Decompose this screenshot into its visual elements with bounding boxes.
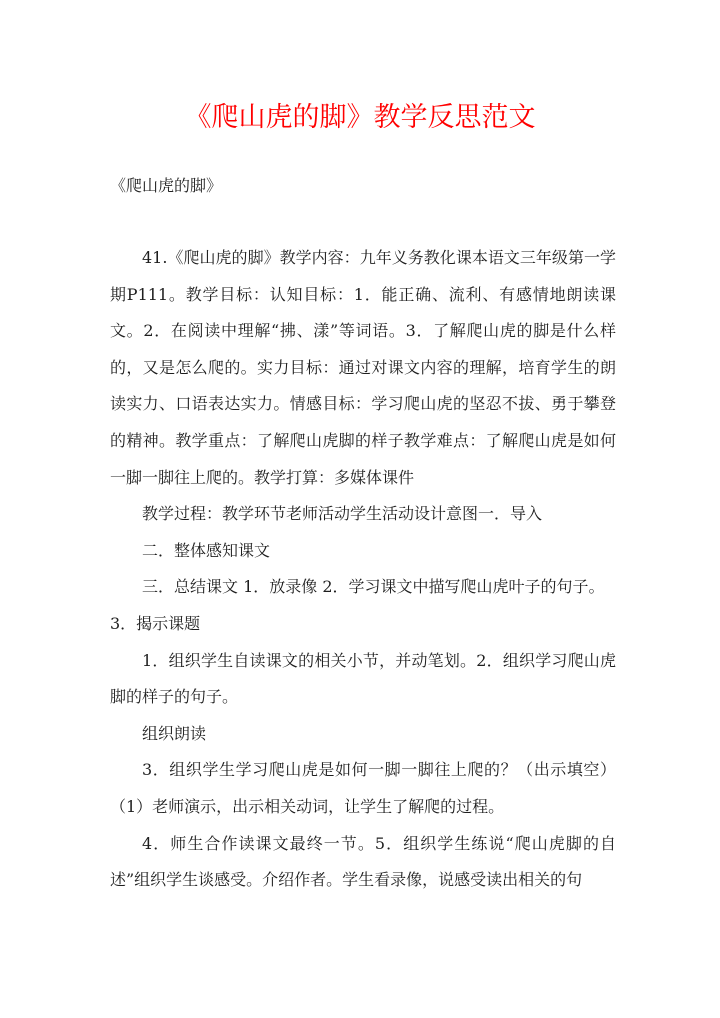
- paragraph-teaching-process: 教学过程：教学环节老师活动学生活动设计意图一．导入: [142, 504, 543, 524]
- paragraph-overall-perception: 二．整体感知课文: [142, 540, 271, 560]
- paragraph-summary: 三．总结课文 1．放录像 2．学习课文中描写爬山虎叶子的句子。: [142, 577, 605, 597]
- paragraph-cooperative-reading: 4．师生合作读课文最终一节。5．组织学生练说“爬山虎脚的自述”组织学生谈感受。介绍作者。学生看录像，说感受读出相关的句: [110, 833, 616, 890]
- paragraph-teaching-content: 41.《爬山虎的脚》教学内容：九年义务教化课本语文三年级第一学期P111。教学目标：认知目标：1．能正确、流利、有感情地朗读课文。2．在阅读中理解“拂、漾”等词语。3．了解爬山虎的脚是什么样的，又是怎么爬的。实力目标：通过对课文内容的理解，培育学生的朗读实力、口语表达实力。情感目标：学习爬山虎的坚忍不拔、勇于攀登的精神。教学重点：了解爬山虎脚的样子教学难点：了解爬山虎是如何一脚一脚往上爬的。教学打算：多媒体课件: [110, 248, 616, 487]
- document-subtitle: 《爬山虎的脚》: [110, 176, 223, 195]
- paragraph-self-reading: 1．组织学生自读课文的相关小节，并动笔划。2．组织学习爬山虎脚的样子的句子。: [110, 650, 616, 707]
- paragraph-reveal-topic: 3．揭示课题: [110, 613, 201, 633]
- paragraph-climbing-study: 3．组织学生学习爬山虎是如何一脚一脚往上爬的？（出示填空）（1）老师演示，出示相关动词，让学生了解爬的过程。: [110, 760, 616, 816]
- paragraph-organize-reading: 组织朗读: [142, 723, 207, 743]
- document-title: 《爬山虎的脚》教学反思范文: [184, 102, 536, 133]
- document-body: [110, 240, 616, 899]
